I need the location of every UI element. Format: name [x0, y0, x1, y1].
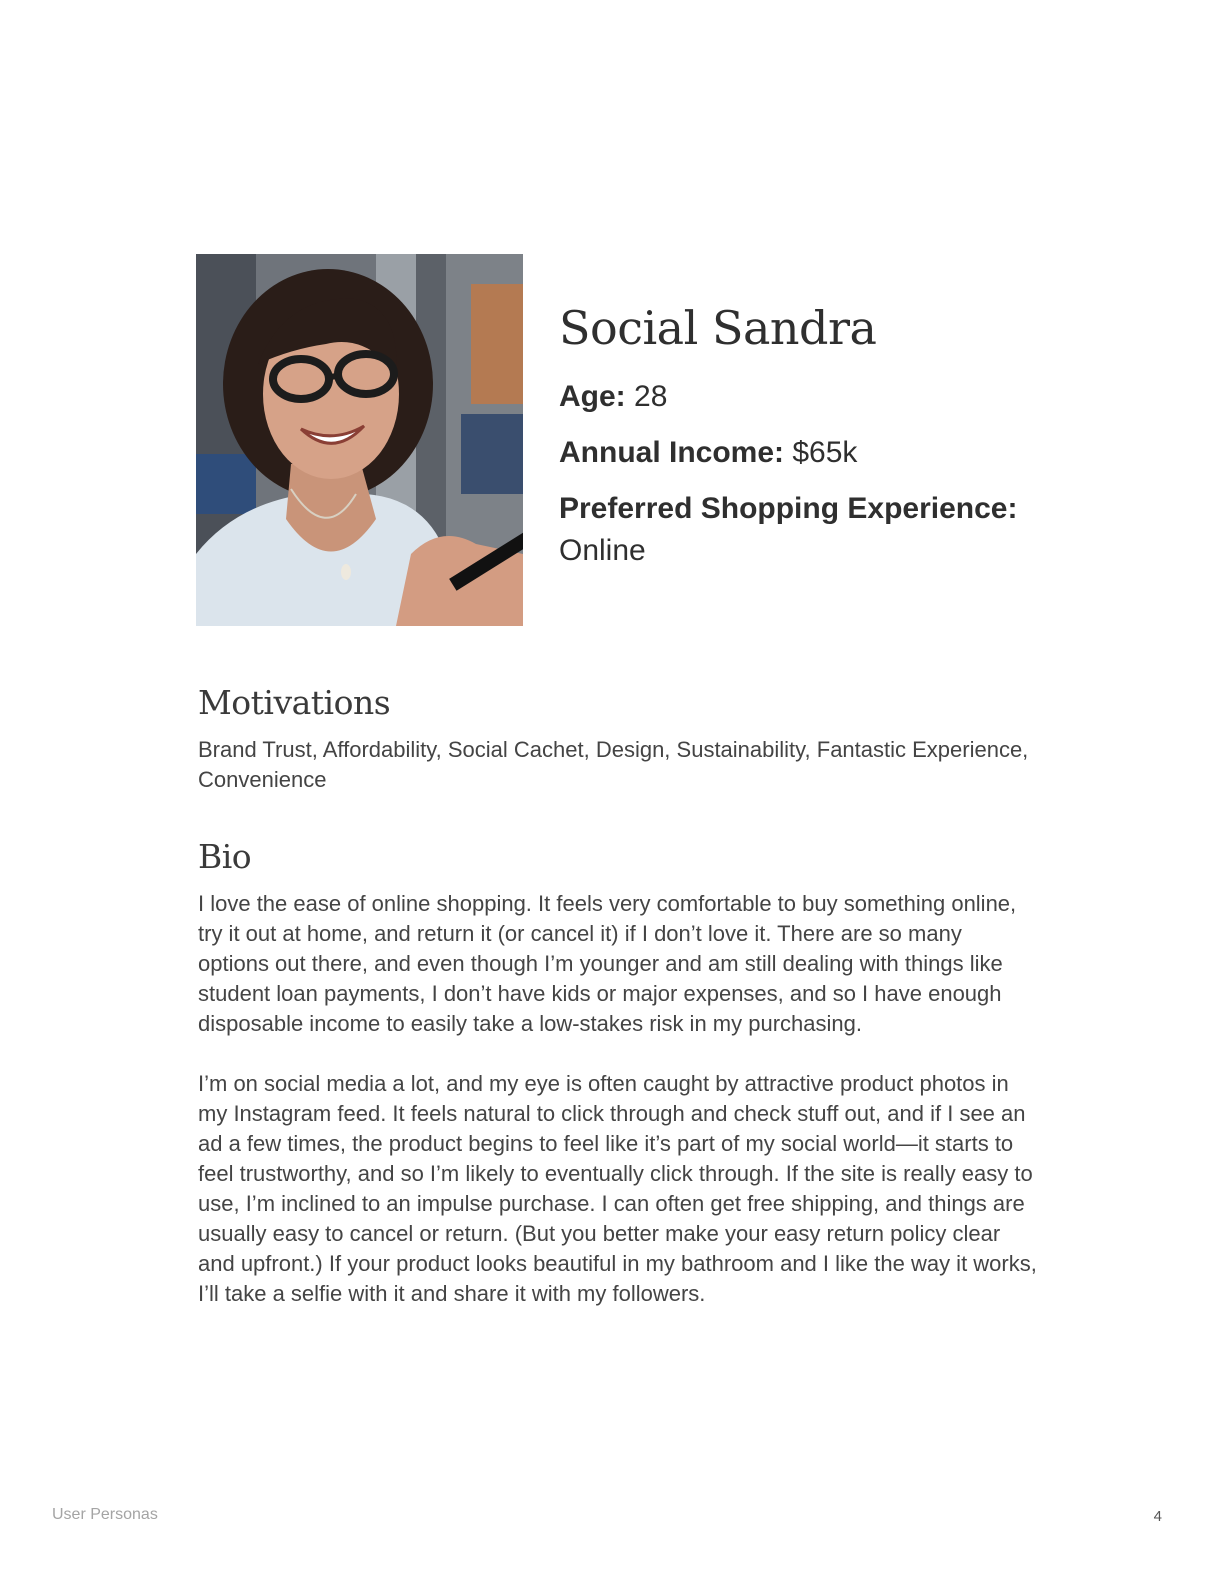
persona-name: Social Sandra [559, 301, 877, 355]
persona-profile [559, 300, 1079, 588]
persona-photo [196, 254, 523, 626]
bio-section [198, 837, 1038, 1309]
age-label: Age: [559, 380, 626, 413]
bio-heading: Bio [198, 837, 252, 876]
income-field [559, 434, 1079, 472]
shopping-value: Online [559, 534, 646, 567]
income-value: $65k [792, 436, 858, 469]
shopping-label: Preferred Shopping Experience: [559, 492, 1018, 525]
motivations-text: Brand Trust, Affordability, Social Cachet, Design, Sustainability, Fantastic Experience, Convenience [198, 737, 1029, 792]
age-value: 28 [634, 380, 668, 413]
footer-doc-title: User Personas [52, 1506, 158, 1523]
motivations-section [198, 683, 1038, 795]
income-label: Annual Income: [559, 436, 785, 469]
page-number: 4 [1153, 1508, 1162, 1525]
motivations-heading: Motivations [198, 683, 391, 722]
shopping-field [559, 490, 1079, 570]
bio-paragraph: I’m on social media a lot, and my eye is often caught by attractive product photos in my Instagram feed. It feels natural to click through and check stuff out, and if I see an ad a few times, the product begins to feel like it’s part of my social world—it starts to feel trustworthy, and so I’m likely to eventually click through. If the site is really easy to use, I’m inclined to an impulse purchase. I can often get free shipping, and things are usually easy to cancel or return. (But you better make your easy return policy clear and upfront.) If your product looks beautiful in my bathroom and I like the way it works, I’ll take a selfie with it and share it with my followers. [198, 1071, 1037, 1306]
age-field [559, 378, 1079, 416]
bio-paragraph: I love the ease of online shopping. It feels very comfortable to buy something online, try it out at home, and return it (or cancel it) if I don’t love it. There are so many options out there, and even though I’m younger and am still dealing with things like student loan payments, I don’t have kids or major expenses, and so I have enough disposable income to easily take a low-stakes risk in my purchasing. [198, 891, 1017, 1036]
woman-with-phone-photo [196, 254, 523, 626]
